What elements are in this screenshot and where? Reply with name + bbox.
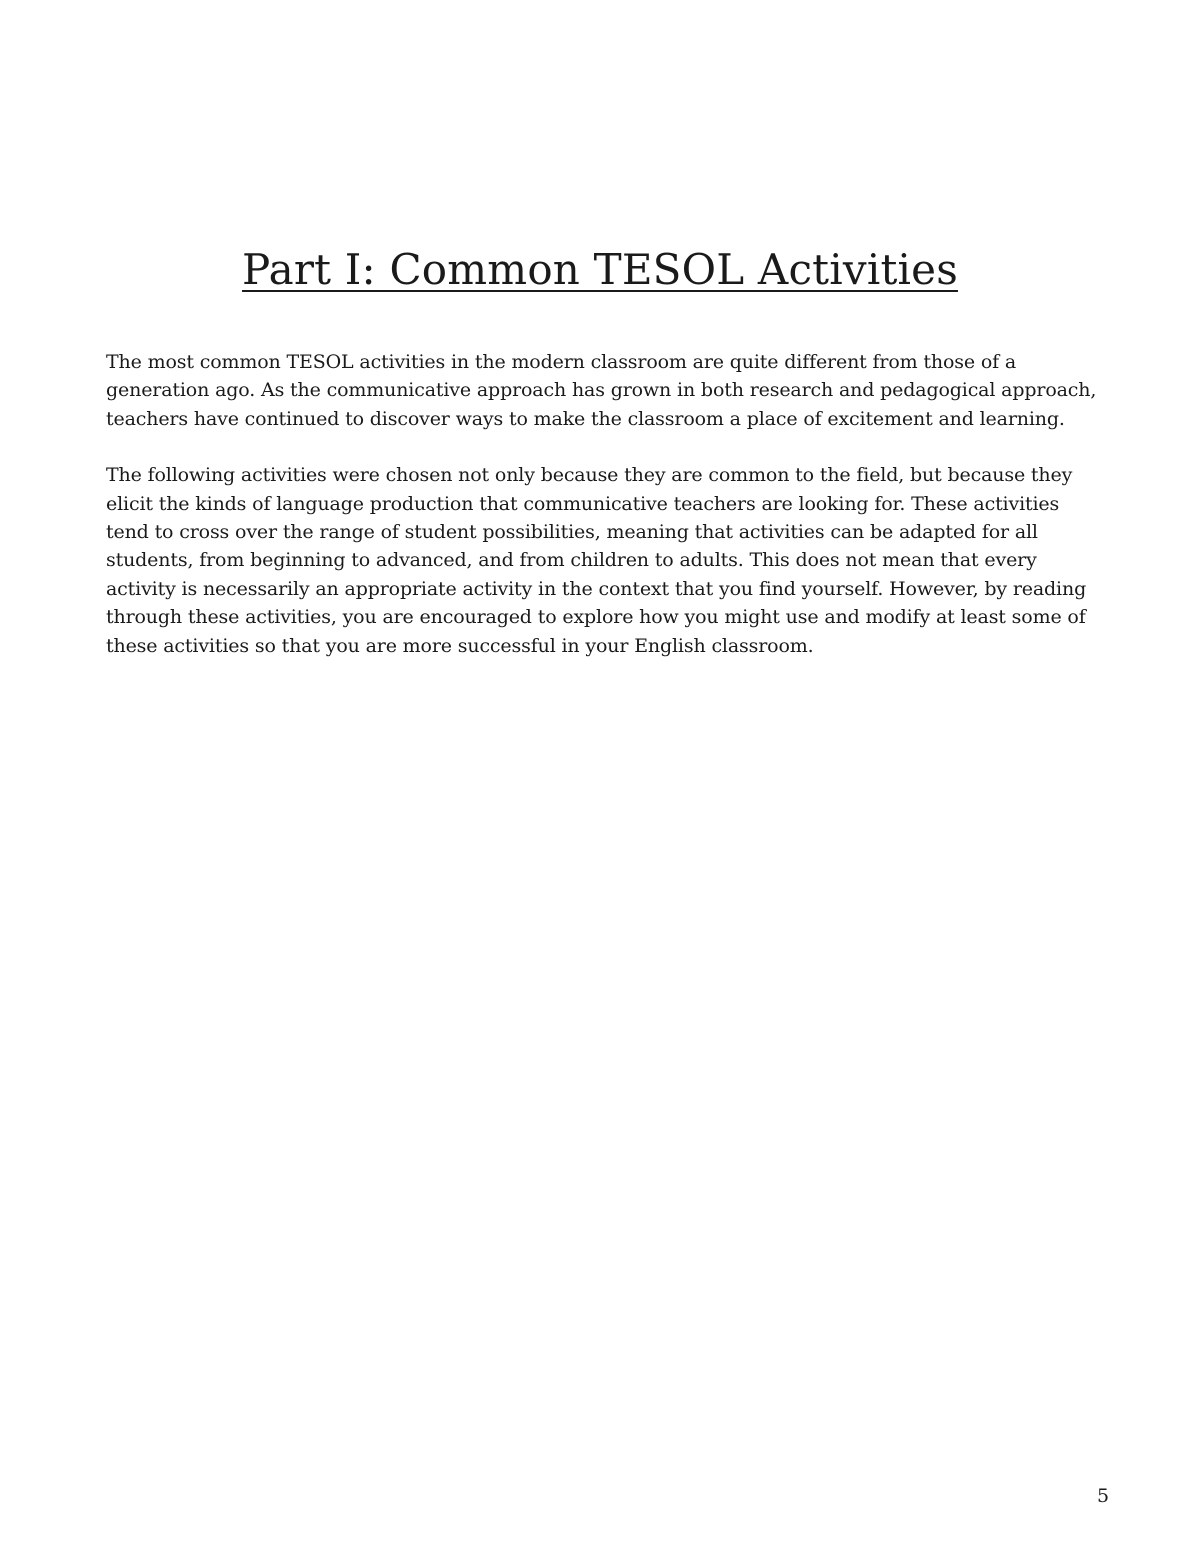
body-text [106, 348, 1106, 688]
page-number: 5 [1097, 1485, 1110, 1507]
page-title: Part I: Common TESOL Activities [242, 245, 958, 294]
paragraph-activities: The following activities were chosen not only because they are common to the field, but because they elicit the kinds of language production that communicative teachers are looking for. These activities tend to cross over the range of student possibilities, meaning that activities can be adapted for all students, from beginning to advanced, and from children to adults. This does not mean that every activity is necessarily an appropriate activity in the context that you find yourself. However, by reading through these activities, you are encouraged to explore how you might use and modify at least some of these activities so that you are more successful in your English classroom. [106, 464, 1087, 657]
paragraph-intro: The most common TESOL activities in the modern classroom are quite different from those of a generation ago. As the communicative approach has grown in both research and pedagogical approach, teachers have continued to discover ways to make the classroom a place of excitement and learning. [106, 351, 1097, 430]
